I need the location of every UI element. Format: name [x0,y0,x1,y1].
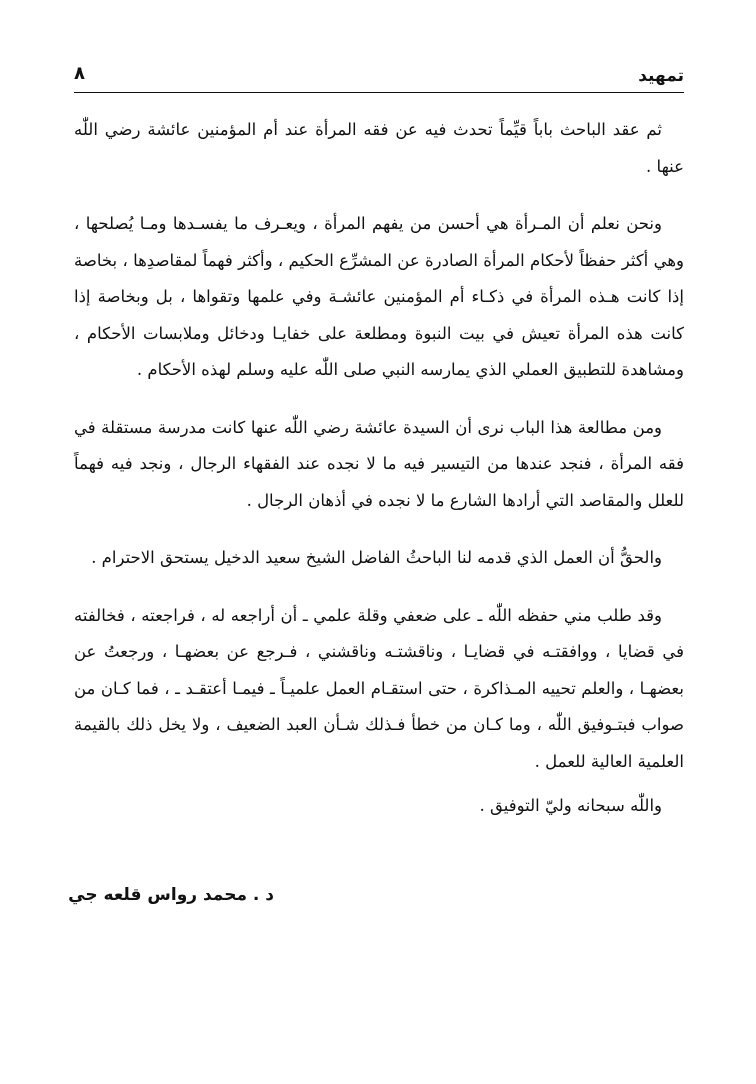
body-text [74,112,684,846]
author-signature: د . محمد رواس قلعه جي [68,885,274,905]
page-number: ٨ [74,63,85,84]
closing-line: واللّٰه سبحانه وليّ التوفيق . [479,796,662,815]
chapter-title: تمهيد [638,66,684,86]
paragraph-3: ومن مطالعة هذا الباب نرى أن السيدة عائشة رضي اللّٰه عنها كانت مدرسة مستقلة في فقه المرأة ، فنجد عندها من التيسير فيه ما لا نجده عند الفقهاء الرجال ، ونجد فيه فهماً للعلل والمقاصد التي أرادها الشارع ما لا نجده في أذهان الرجال . [74,417,684,510]
header-rule [74,92,684,93]
paragraph-2: ونحن نعلم أن المـرأة هي أحسن من يفهم المرأة ، ويعـرف ما يفسـدها ومـا يُصلحها ، وهي أكثر حفظاً لأحكام المرأة الصادرة عن المشرِّع الحكيم ، وأكثر فهماً لمقاصدِها ، بخاصة إذا كانت هـذه المرأة في ذكـاء أم المؤمنين عائشـة وفي علمها وتقواها ، بل وبخاصة إذا كانت هذه المرأة تعيش في بيت النبوة ومطلعة على خفايـا ودخائل وملابسات الأحكام ، ومشاهدة للتطبيق العملي الذي يمارسه النبي صلى اللّٰه عليه وسلم لهذه الأحكام . [74,214,684,379]
paragraph-5: وقد طلب مني حفظه اللّٰه ـ على ضعفي وقلة علمي ـ أن أراجعه له ، فراجعته ، فخالفته في قضايا ، ووافقتـه في قضايـا ، وناقشتـه وناقشني ، فـرجع عن بعضهـا ، ورجعتُ عن بعضهـا ، والعلم تحييه المـذاكرة ، حتى استقـام العمل علميـاً ـ فيمـا أعتقـد ـ ، فما كـان من صواب فبتـوفيق اللّٰه ، وما كـان من خطأ فـذلك شـأن العبد الضعيف ، ولا يخل ذلك بالقيمة العلمية العالية للعمل . [74,605,684,771]
paragraph-1: ثم عقد الباحث باباً قيِّماً تحدث فيه عن فقه المرأة عند أم المؤمنين عائشة رضي اللّٰه عنها . [74,120,684,176]
page-header [74,60,684,92]
paragraph-4: والحقُّ أن العمل الذي قدمه لنا الباحثُ الفاضل الشيخ سعيد الدخيل يستحق الاحترام . [91,548,662,567]
